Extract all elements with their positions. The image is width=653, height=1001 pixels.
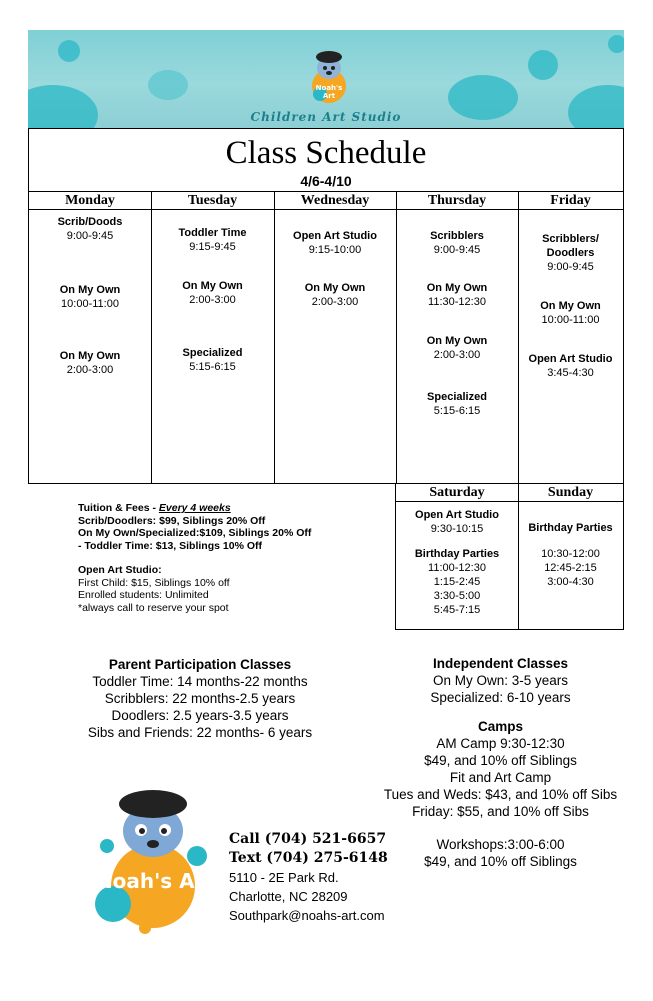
- svg-text:Noah's: Noah's: [315, 84, 343, 92]
- day-friday: Friday: [550, 193, 591, 208]
- class-entry: On My Own 2:00-3:00: [182, 280, 243, 306]
- fees-period: Every 4 weeks: [158, 502, 231, 514]
- text-number[interactable]: Text (704) 275-6148: [229, 850, 388, 866]
- fee-line: On My Own/Specialized:$109, Siblings 20% Off: [78, 527, 312, 539]
- parent-participation-classes: [60, 656, 340, 741]
- independent-heading: Independent Classes: [432, 656, 569, 671]
- camps-heading: Camps: [477, 719, 523, 734]
- day-tuesday: Tuesday: [187, 193, 238, 208]
- age-line: Sibs and Friends: 22 months- 6 years: [87, 725, 313, 740]
- fee-line: First Child: $15, Siblings 10% off: [78, 576, 230, 589]
- class-entry: Toddler Time 9:15-9:45: [178, 227, 247, 253]
- workshop-line: Workshops:3:00-6:00: [436, 837, 565, 852]
- class-entry: Open Art Studio 3:45-4:30: [528, 353, 613, 379]
- fee-line: Enrolled students: Unlimited: [78, 589, 209, 601]
- age-line: Scribblers: 22 months-2.5 years: [104, 691, 296, 706]
- class-entry: Birthday Parties 10:30-12:00 12:45-2:15 3:00-4:30: [528, 522, 613, 588]
- class-entry: On My Own 11:30-12:30: [426, 282, 488, 308]
- weekday-schedule: [28, 128, 624, 484]
- weekend-schedule: [395, 483, 624, 630]
- schedule-dates: 4/6-4/10: [300, 173, 352, 189]
- address-line: Charlotte, NC 28209: [229, 889, 348, 904]
- studio-fees-heading: Open Art Studio:: [78, 564, 162, 576]
- day-wednesday: Wednesday: [300, 193, 370, 208]
- camp-line: AM Camp 9:30-12:30: [436, 736, 565, 751]
- day-sunday: Sunday: [547, 485, 594, 500]
- age-line: Specialized: 6-10 years: [430, 690, 571, 705]
- svg-text:Noah's Art: Noah's Art: [95, 869, 215, 893]
- age-line: On My Own: 3-5 years: [432, 673, 569, 688]
- class-entry: Specialized 5:15-6:15: [427, 391, 487, 417]
- day-header-row: [29, 191, 623, 210]
- contact-info: [229, 830, 388, 925]
- class-entry: On My Own 2:00-3:00: [59, 350, 121, 376]
- class-entry: Scrib/Doods 9:00-9:45: [57, 216, 123, 242]
- day-thursday: Thursday: [427, 193, 487, 208]
- camp-line: Friday: $55, and 10% off Sibs: [412, 804, 589, 819]
- class-entry: Open Art Studio 9:15-10:00: [293, 230, 377, 256]
- address-line: 5110 - 2E Park Rd.: [229, 870, 339, 885]
- banner-logo-icon: [306, 46, 352, 108]
- parent-heading: Parent Participation Classes: [108, 657, 292, 672]
- fee-line: Scrib/Doodlers: $99, Siblings 20% Off: [78, 514, 266, 527]
- class-entry: Specialized 5:15-6:15: [182, 347, 243, 373]
- camp-line: $49, and 10% off Siblings: [424, 753, 577, 768]
- fees-heading: Tuition & Fees -: [78, 502, 159, 514]
- header-banner: [28, 30, 624, 128]
- class-entry: On My Own 2:00-3:00: [426, 335, 488, 361]
- schedule-title: Class Schedule: [225, 135, 427, 171]
- class-entry: Birthday Parties 11:00-12:30 1:15-2:45 3:30-5:00 5:45-7:15: [414, 548, 500, 616]
- day-monday: Monday: [65, 193, 115, 208]
- workshop-line: $49, and 10% off Siblings: [424, 854, 577, 869]
- independent-classes: [368, 655, 633, 870]
- class-entry: On My Own 10:00-11:00: [59, 284, 121, 310]
- call-number[interactable]: Call (704) 521-6657: [229, 831, 387, 847]
- class-entry: On My Own 2:00-3:00: [304, 282, 366, 308]
- email-link[interactable]: Southpark@noahs-art.com: [229, 908, 385, 923]
- class-entry: Scribblers 9:00-9:45: [430, 230, 484, 256]
- camp-line: Tues and Weds: $43, and 10% off Sibs: [383, 787, 618, 802]
- tuition-fees: [78, 502, 311, 614]
- day-saturday: Saturday: [429, 485, 485, 500]
- age-line: Toddler Time: 14 months-22 months: [92, 674, 308, 689]
- class-entry: Scribblers/ Doodlers 9:00-9:45: [542, 233, 599, 273]
- class-entry: Open Art Studio 9:30-10:15: [415, 509, 499, 535]
- svg-text:Art: Art: [322, 92, 336, 100]
- weekend-header-row: [396, 484, 623, 502]
- noahs-art-logo-icon: [85, 786, 220, 936]
- camp-line: Fit and Art Camp: [449, 770, 552, 785]
- class-entry: On My Own 10:00-11:00: [540, 300, 601, 326]
- fee-line: - Toddler Time: $13, Siblings 10% Off: [78, 539, 262, 552]
- fee-note: *always call to reserve your spot: [78, 601, 229, 614]
- banner-title: Children Art Studio: [250, 110, 402, 124]
- age-line: Doodlers: 2.5 years-3.5 years: [111, 708, 289, 723]
